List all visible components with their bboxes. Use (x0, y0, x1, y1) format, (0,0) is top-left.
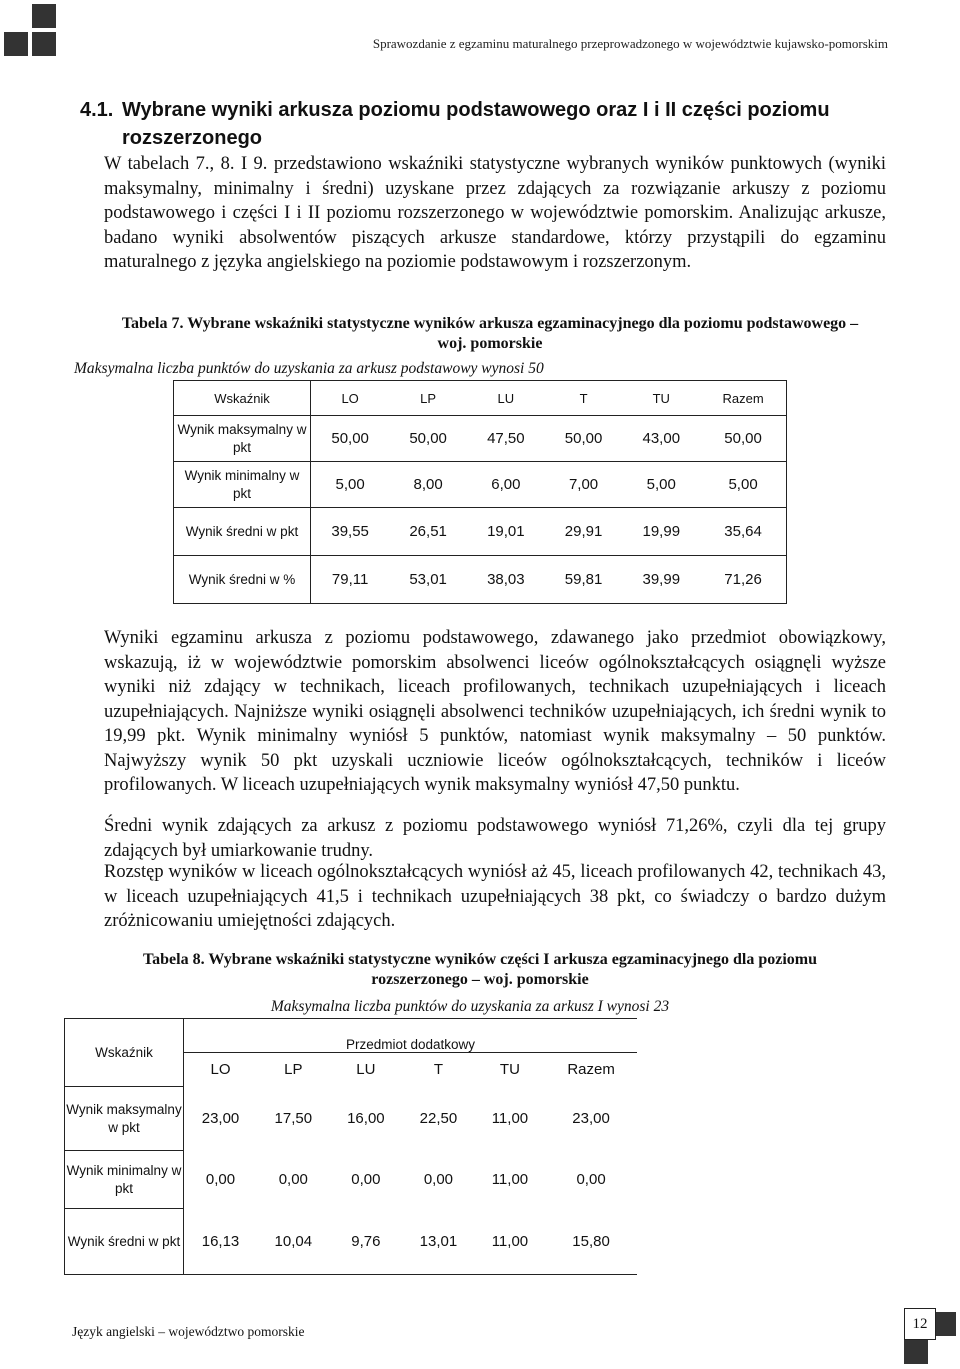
cell: 16,13 (184, 1209, 258, 1275)
table8-caption (96, 950, 864, 990)
cell: 0,00 (423, 1171, 454, 1188)
cell: 11,00 (491, 1110, 529, 1127)
t8-group-header: Przedmiot dodatkowy (184, 1019, 638, 1053)
row-label: Wynik średni w pkt (65, 1209, 184, 1275)
t8-header-tu: TU (475, 1053, 545, 1087)
cell: 0,00 (351, 1171, 381, 1188)
t7-header-razem: Razem (700, 381, 786, 416)
t7-header-lp: LP (389, 381, 467, 416)
cell: 0,00 (184, 1151, 258, 1209)
cell: 13,01 (402, 1209, 475, 1275)
table-row (174, 416, 787, 462)
t7-header-lo: LO (311, 381, 390, 416)
cell: 47,50 (467, 416, 545, 462)
cell: 5,00 (311, 462, 390, 508)
t8-header-razem: Razem (545, 1053, 637, 1087)
results-paragraph-1: Wyniki egzaminu arkusza z poziomu podstawowego, zdawanego jako przedmiot obowiązkowy, wskazują, iż w województwie pomorskim absolwenci liceów ogólnokształcących osiągnęli wyższe wyniki niż zdający w technikach, liceach profilowanych, technikach uzupełniających i liceach uzupełniających. Najniższe wyniki osiągnęli absolwenci techników uzupełniających, ich średni wynik to 19,99 pkt. Wynik minimalny wyniósł 5 punktów, natomiast wynik maksymalny – 50 punktów. Najwyższy wynik 50 pkt uzyskali uczniowie liceów ogólnokształcących, techników i liceów profilowanych. W liceach uzupełniających wynik maksymalny wyniósł 47,50 punktu. (104, 628, 886, 795)
cell: 0,00 (278, 1171, 308, 1188)
table7 (173, 380, 787, 604)
t8-header-lu: LU (330, 1053, 403, 1087)
cell: 5,00 (700, 462, 786, 508)
cell: 53,01 (389, 556, 467, 604)
cell: 9,76 (330, 1209, 403, 1275)
t8-header-lp: LP (257, 1053, 330, 1087)
cell: 0,00 (576, 1171, 606, 1188)
section-title-line2: rozszerzonego (122, 127, 263, 149)
cell: 6,00 (467, 462, 545, 508)
section-title (80, 96, 900, 152)
t7-header-tu: TU (622, 381, 700, 416)
t8-header-t: T (402, 1053, 475, 1087)
section-title-line1: Wybrane wyniki arkusza poziomu podstawowego oraz I i II części poziomu (122, 99, 830, 121)
cell: 59,81 (545, 556, 623, 604)
page-decoration (904, 1340, 928, 1364)
cell: 15,80 (545, 1209, 637, 1275)
cell: 50,00 (389, 416, 467, 462)
row-label: Wynik maksymalny w pkt (65, 1087, 184, 1151)
table7-caption-line2: woj. pomorskie (437, 335, 543, 352)
cell: 79,11 (311, 556, 390, 604)
table7-caption-line1: Tabela 7. Wybrane wskaźniki statystyczne wyników arkusza egzaminacyjnego dla poziomu podstawowego – (121, 315, 859, 332)
table8-subcaption: Maksymalna liczba punktów do uzyskania za arkusz I wynosi 23 (270, 998, 670, 1015)
running-header: Sprawozdanie z egzaminu maturalnego przeprowadzonego w województwie kujawsko-pomorskim (372, 36, 888, 51)
cell: 19,01 (467, 508, 545, 556)
t7-header-lu: LU (467, 381, 545, 416)
table7-subcaption: Maksymalna liczba punktów do uzyskania za arkusz podstawowy wynosi 50 (74, 360, 544, 377)
row-label: Wynik średni w % (174, 556, 311, 604)
row-label: Wynik minimalny w pkt (174, 462, 311, 508)
table-row (65, 1087, 638, 1151)
table8 (64, 1018, 637, 1275)
t7-header-label: Wskaźnik (174, 381, 311, 416)
table7-caption (90, 314, 890, 354)
cell: 23,00 (184, 1087, 258, 1151)
cell: 11,00 (475, 1209, 545, 1275)
table-row (174, 556, 787, 604)
cell: 5,00 (622, 462, 700, 508)
cell: 8,00 (389, 462, 467, 508)
cell: 50,00 (545, 416, 623, 462)
cell: 38,03 (467, 556, 545, 604)
page-number: 12 (904, 1308, 936, 1340)
row-label: Wynik maksymalny w pkt (174, 416, 311, 462)
table-row (65, 1151, 638, 1209)
cell: 11,00 (491, 1171, 529, 1188)
cell: 10,04 (257, 1209, 330, 1275)
cell: 39,55 (311, 508, 390, 556)
cell: 50,00 (700, 416, 786, 462)
t7-header-t: T (545, 381, 623, 416)
table-row (65, 1209, 638, 1275)
t8-header-lo: LO (184, 1053, 258, 1087)
cell: 7,00 (545, 462, 623, 508)
table-row (174, 508, 787, 556)
footer-text: Język angielski – województwo pomorskie (72, 1324, 305, 1339)
cell: 17,50 (274, 1110, 313, 1127)
row-label: Wynik średni w pkt (174, 508, 311, 556)
cell: 29,91 (545, 508, 623, 556)
table8-caption-line1: Tabela 8. Wybrane wskaźniki statystyczne wyników części I arkusza egzaminacyjnego dla poziomu (142, 951, 818, 968)
table8-caption-line2: rozszerzonego – woj. pomorskie (371, 971, 589, 988)
t8-header-label: Wskaźnik (65, 1019, 184, 1087)
cell: 39,99 (622, 556, 700, 604)
cell: 23,00 (572, 1110, 610, 1127)
results-paragraph-3: Rozstęp wyników w liceach ogólnokształcących wyniósł aż 45, liceach profilowanych 42, technikach 43, w liceach uzupełniających 41,5 i technikach uzupełniających 38 pkt, co świadczy o bardzo dużym zróżnicowaniu umiejętności zdających. (104, 862, 886, 931)
cell: 19,99 (622, 508, 700, 556)
cell: 22,50 (419, 1110, 458, 1127)
table-row (174, 462, 787, 508)
cell: 71,26 (700, 556, 786, 604)
intro-paragraph: W tabelach 7., 8. I 9. przedstawiono wskaźniki statystyczne wybranych wyników punktowych (wyniki maksymalny, minimalny i średni) uzyskane przez zdających za rozwiązanie arkuszy z poziomu podstawowego i części I i II poziomu rozszerzonego w województwie pomorskim. Analizując arkusze, badano wyniki absolwentów piszących arkusze standardowe, którzy przystąpili do egzaminu maturalnego z języka angielskiego na poziomie podstawowym i rozszerzonym. (104, 154, 886, 272)
cell: 35,64 (700, 508, 786, 556)
cell: 26,51 (389, 508, 467, 556)
section-number: 4.1. (80, 99, 114, 121)
cell: 16,00 (347, 1110, 385, 1127)
cell: 43,00 (622, 416, 700, 462)
cell: 50,00 (311, 416, 390, 462)
row-label: Wynik minimalny w pkt (65, 1151, 184, 1209)
results-paragraph-2: Średni wynik zdających za arkusz z poziomu podstawowego wyniósł 71,26%, czyli dla tej grupy zdających był umiarkowanie trudny. (104, 816, 886, 861)
logo (4, 4, 56, 56)
